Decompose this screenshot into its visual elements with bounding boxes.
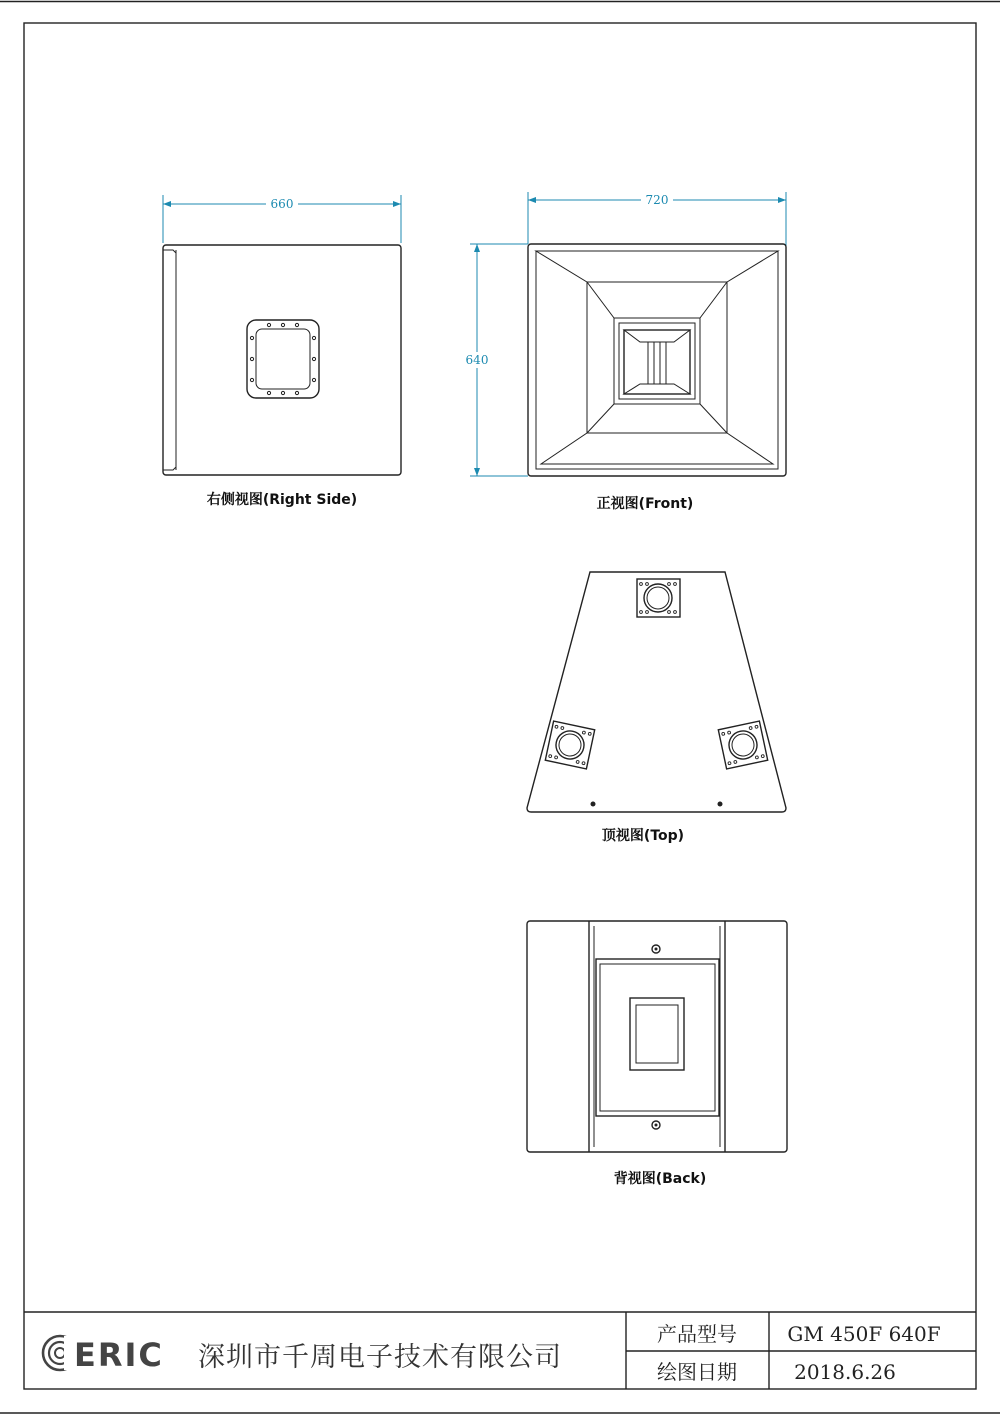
front-height-dimension: 640 [465, 353, 489, 367]
right-rigging-point [718, 721, 767, 769]
top-caption: 顶视图(Top) [601, 828, 685, 844]
side-cabinet-outline [163, 245, 401, 475]
back-panel-inner [600, 964, 715, 1111]
left-rigging-point [545, 721, 594, 769]
right-side-caption: 右侧视图(Right Side) [206, 492, 358, 508]
front-caption: 正视图(Front) [596, 496, 694, 512]
svg-text:ERIC: ERIC [74, 1336, 164, 1374]
title-block [24, 1312, 976, 1389]
drawing-frame [24, 23, 976, 1389]
eric-logo [43, 1336, 164, 1374]
top-screw-right [718, 802, 723, 807]
back-panel-outer [596, 959, 719, 1116]
back-view [527, 921, 787, 1152]
back-terminal-recess [636, 1005, 678, 1063]
model-value: GM 450F 640F [787, 1322, 941, 1346]
right-side-view [163, 195, 401, 475]
date-value: 2018.6.26 [794, 1360, 896, 1384]
side-width-dimension: 660 [270, 197, 294, 211]
model-label: 产品型号 [657, 1322, 737, 1346]
top-screw-left [591, 802, 596, 807]
back-caption: 背视图(Back) [613, 1171, 707, 1187]
front-cabinet-outline [528, 244, 786, 476]
side-handle-plate [247, 320, 319, 398]
side-handle-recess [256, 329, 310, 389]
front-view [465, 192, 786, 476]
back-terminal-plate [630, 998, 684, 1070]
back-cabinet-outline [527, 921, 787, 1152]
date-label: 绘图日期 [657, 1360, 737, 1384]
front-width-dimension: 720 [645, 193, 669, 207]
top-view [527, 572, 786, 812]
top-cabinet-outline [527, 572, 786, 812]
compression-driver-frame [614, 318, 700, 404]
company-name: 深圳市千周电子技术有限公司 [198, 1342, 562, 1373]
